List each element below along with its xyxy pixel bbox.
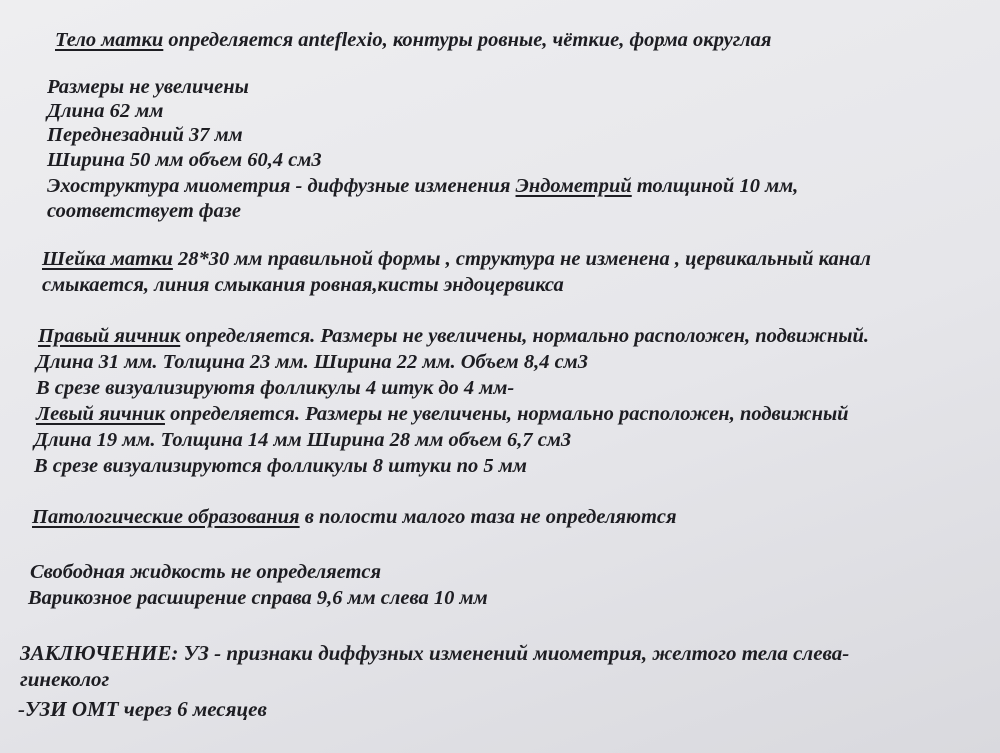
- right-ovary-heading: Правый яичник: [38, 325, 181, 347]
- right-ovary-dimensions: Длина 31 мм. Толщина 23 мм. Ширина 22 мм. Объем 8,4 см3: [36, 351, 588, 373]
- right-ovary-follicles: В срезе визуализируютя фолликулы 4 штук до 4 мм-: [36, 377, 515, 399]
- uterus-length: Длина 62 мм: [47, 100, 164, 122]
- free-fluid: Свободная жидкость не определяется: [30, 561, 382, 583]
- uterus-ap-size: Переднезадний 37 мм: [47, 124, 243, 146]
- conclusion-line-3: -УЗИ ОМТ через 6 месяцев: [18, 697, 267, 721]
- uterus-width-volume: Ширина 50 мм объем 60,4 см3: [47, 149, 322, 171]
- right-ovary-description: определяется. Размеры не увеличены, нормально расположен, подвижный.: [180, 325, 869, 347]
- pathology-line: [32, 505, 677, 529]
- right-ovary-line-1: [38, 324, 869, 348]
- conclusion-line-2: гинеколог: [20, 667, 110, 691]
- conclusion-line-1: ЗАКЛЮЧЕНИЕ: УЗ - признаки диффузных изменений миометрия, желтого тела слева-: [20, 641, 850, 665]
- pathology-description: в полости малого таза не определяются: [299, 506, 677, 528]
- left-ovary-heading: Левый яичник: [36, 403, 165, 425]
- left-ovary-dimensions: Длина 19 мм. Толщина 14 мм Ширина 28 мм объем 6,7 см3: [34, 429, 572, 451]
- left-ovary-description: определяется. Размеры не увеличены, нормально расположен, подвижный: [164, 403, 849, 425]
- echo-prefix: Эхоструктура миометрия - диффузные изменения: [47, 175, 516, 197]
- cervix-heading: Шейка матки: [42, 248, 173, 270]
- uterus-line-1: [55, 28, 771, 52]
- varicose-veins: Варикозное расширение справа 9,6 мм слева 10 мм: [28, 587, 488, 609]
- cervix-description: 28*30 мм правильной формы , структура не изменена , цервикальный канал: [172, 248, 871, 270]
- echo-suffix: толщиной 10 мм,: [631, 175, 799, 197]
- uterus-phase: соответствует фазе: [47, 200, 241, 222]
- cervix-line-1: [42, 247, 871, 271]
- myometrium-echostructure: [47, 174, 798, 198]
- uterus-heading: Тело матки: [55, 29, 164, 51]
- left-ovary-follicles: В срезе визуализируются фолликулы 8 штуки по 5 мм: [34, 455, 527, 477]
- left-ovary-line-1: [36, 402, 849, 426]
- endometrium-heading: Эндометрий: [515, 175, 632, 197]
- pathology-heading: Патологические образования: [32, 506, 300, 528]
- cervix-line-2: смыкается, линия смыкания ровная,кисты эндоцервикса: [42, 274, 564, 296]
- uterus-description: определяется anteflexio, контуры ровные, чёткие, форма округлая: [163, 29, 772, 51]
- uterus-size: Размеры не увеличены: [47, 76, 249, 98]
